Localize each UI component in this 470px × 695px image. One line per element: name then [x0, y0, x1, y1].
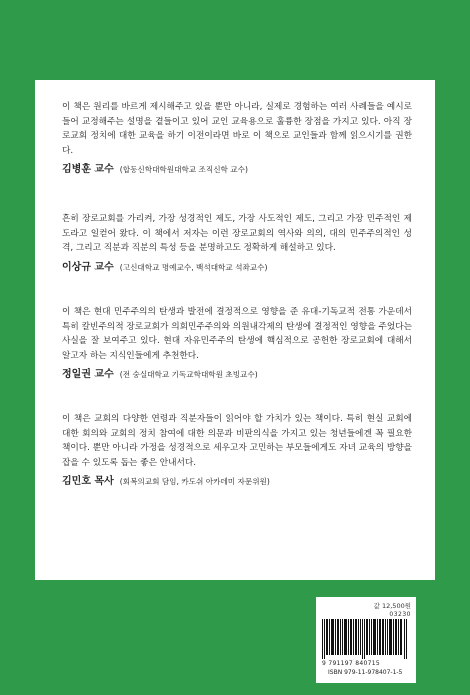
endorsement-1	[62, 100, 412, 178]
endorser-signature	[62, 474, 412, 490]
barcode-icon	[322, 619, 410, 659]
isbn-number: ISBN 979-11-978407-1-5	[328, 669, 403, 676]
endorser-signature	[62, 162, 412, 178]
endorser-affiliation: (회복의교회 담임, 카도쉬 아카데미 자문위원)	[119, 477, 270, 487]
endorsement-text: 흔히 장로교회를 가리켜, 가장 성경적인 제도, 가장 사도적인 제도, 그리고 가장 민주적인 제도라고 일컫어 왔다. 이 책에서 저자는 이런 장로교회의 역사와 의의, 대의 민주주의적인 성격, 그리고 직분과 직분의 특성 등을 분명하고도 정확하게 해설하고 있다.	[62, 214, 412, 254]
endorser-name: 김병훈 교수	[62, 164, 114, 176]
endorsement-text: 이 책은 교회의 다양한 연령과 직분자들이 읽어야 할 가치가 있는 책이다. 특히 현실 교회에 대한 회의와 교회의 정치 참여에 대한 의문과 비판의식을 가지고 있는 청년들에겐 꼭 필요한 책이다. 뿐만 아니라 가정을 성경적으로 세우고자 고민하는 부모들에게도 자녀 교육의 방향을 잡을 수 있도록 돕는 좋은 안내서다.	[62, 414, 412, 468]
endorser-affiliation: (고신대학교 명예교수, 백석대학교 석좌교수)	[119, 262, 268, 272]
endorser-signature	[62, 367, 412, 383]
endorser-affiliation: (합동신학대학원대학교 조직신학 교수)	[119, 165, 248, 175]
endorsement-4	[62, 412, 412, 490]
endorser-name: 김민호 목사	[62, 476, 114, 488]
endorser-name: 정일권 교수	[62, 369, 114, 381]
endorsement-3	[62, 305, 412, 383]
green-border-top	[0, 0, 470, 80]
endorser-name: 이상규 교수	[62, 261, 114, 273]
endorsement-text: 이 책은 현대 민주주의의 탄생과 발전에 결정적으로 영향을 준 유대-기독교적 전통 가운데서 특히 칼빈주의적 장로교회가 의회민주주의와 의원내각제의 탄생에 결정적인 영향을 주었다는 사실을 잘 보여주고 있다. 현대 자유민주주의 탄생에 핵심적으로 공헌한 장로교회에 대해서 알고자 하는 지식인들에게 추천한다.	[62, 307, 412, 361]
endorsement-text: 이 책은 원리를 바르게 제시해주고 있을 뿐만 아니라, 실제로 경험하는 여러 사례들을 예시로 들어 교정해주는 설명을 곁들이고 있어 교인 교육용으로 훌륭한 장점을 가지고 있다. 아직 장로교회 정치에 대한 교육을 하기 이전이라면 바로 이 책으로 교인들과 함께 읽으시기를 권한다.	[62, 102, 412, 156]
endorsement-2	[62, 212, 412, 275]
endorser-signature	[62, 260, 412, 276]
isbn-barcode-block	[316, 597, 416, 683]
price-label: 값 12,500원	[373, 602, 411, 610]
endorser-affiliation: (전 숭실대학교 기독교학대학원 초빙교수)	[119, 370, 258, 380]
barcode-digits: 9 791197 840715	[322, 660, 380, 667]
barcode-addon-code: 03230	[389, 611, 411, 618]
